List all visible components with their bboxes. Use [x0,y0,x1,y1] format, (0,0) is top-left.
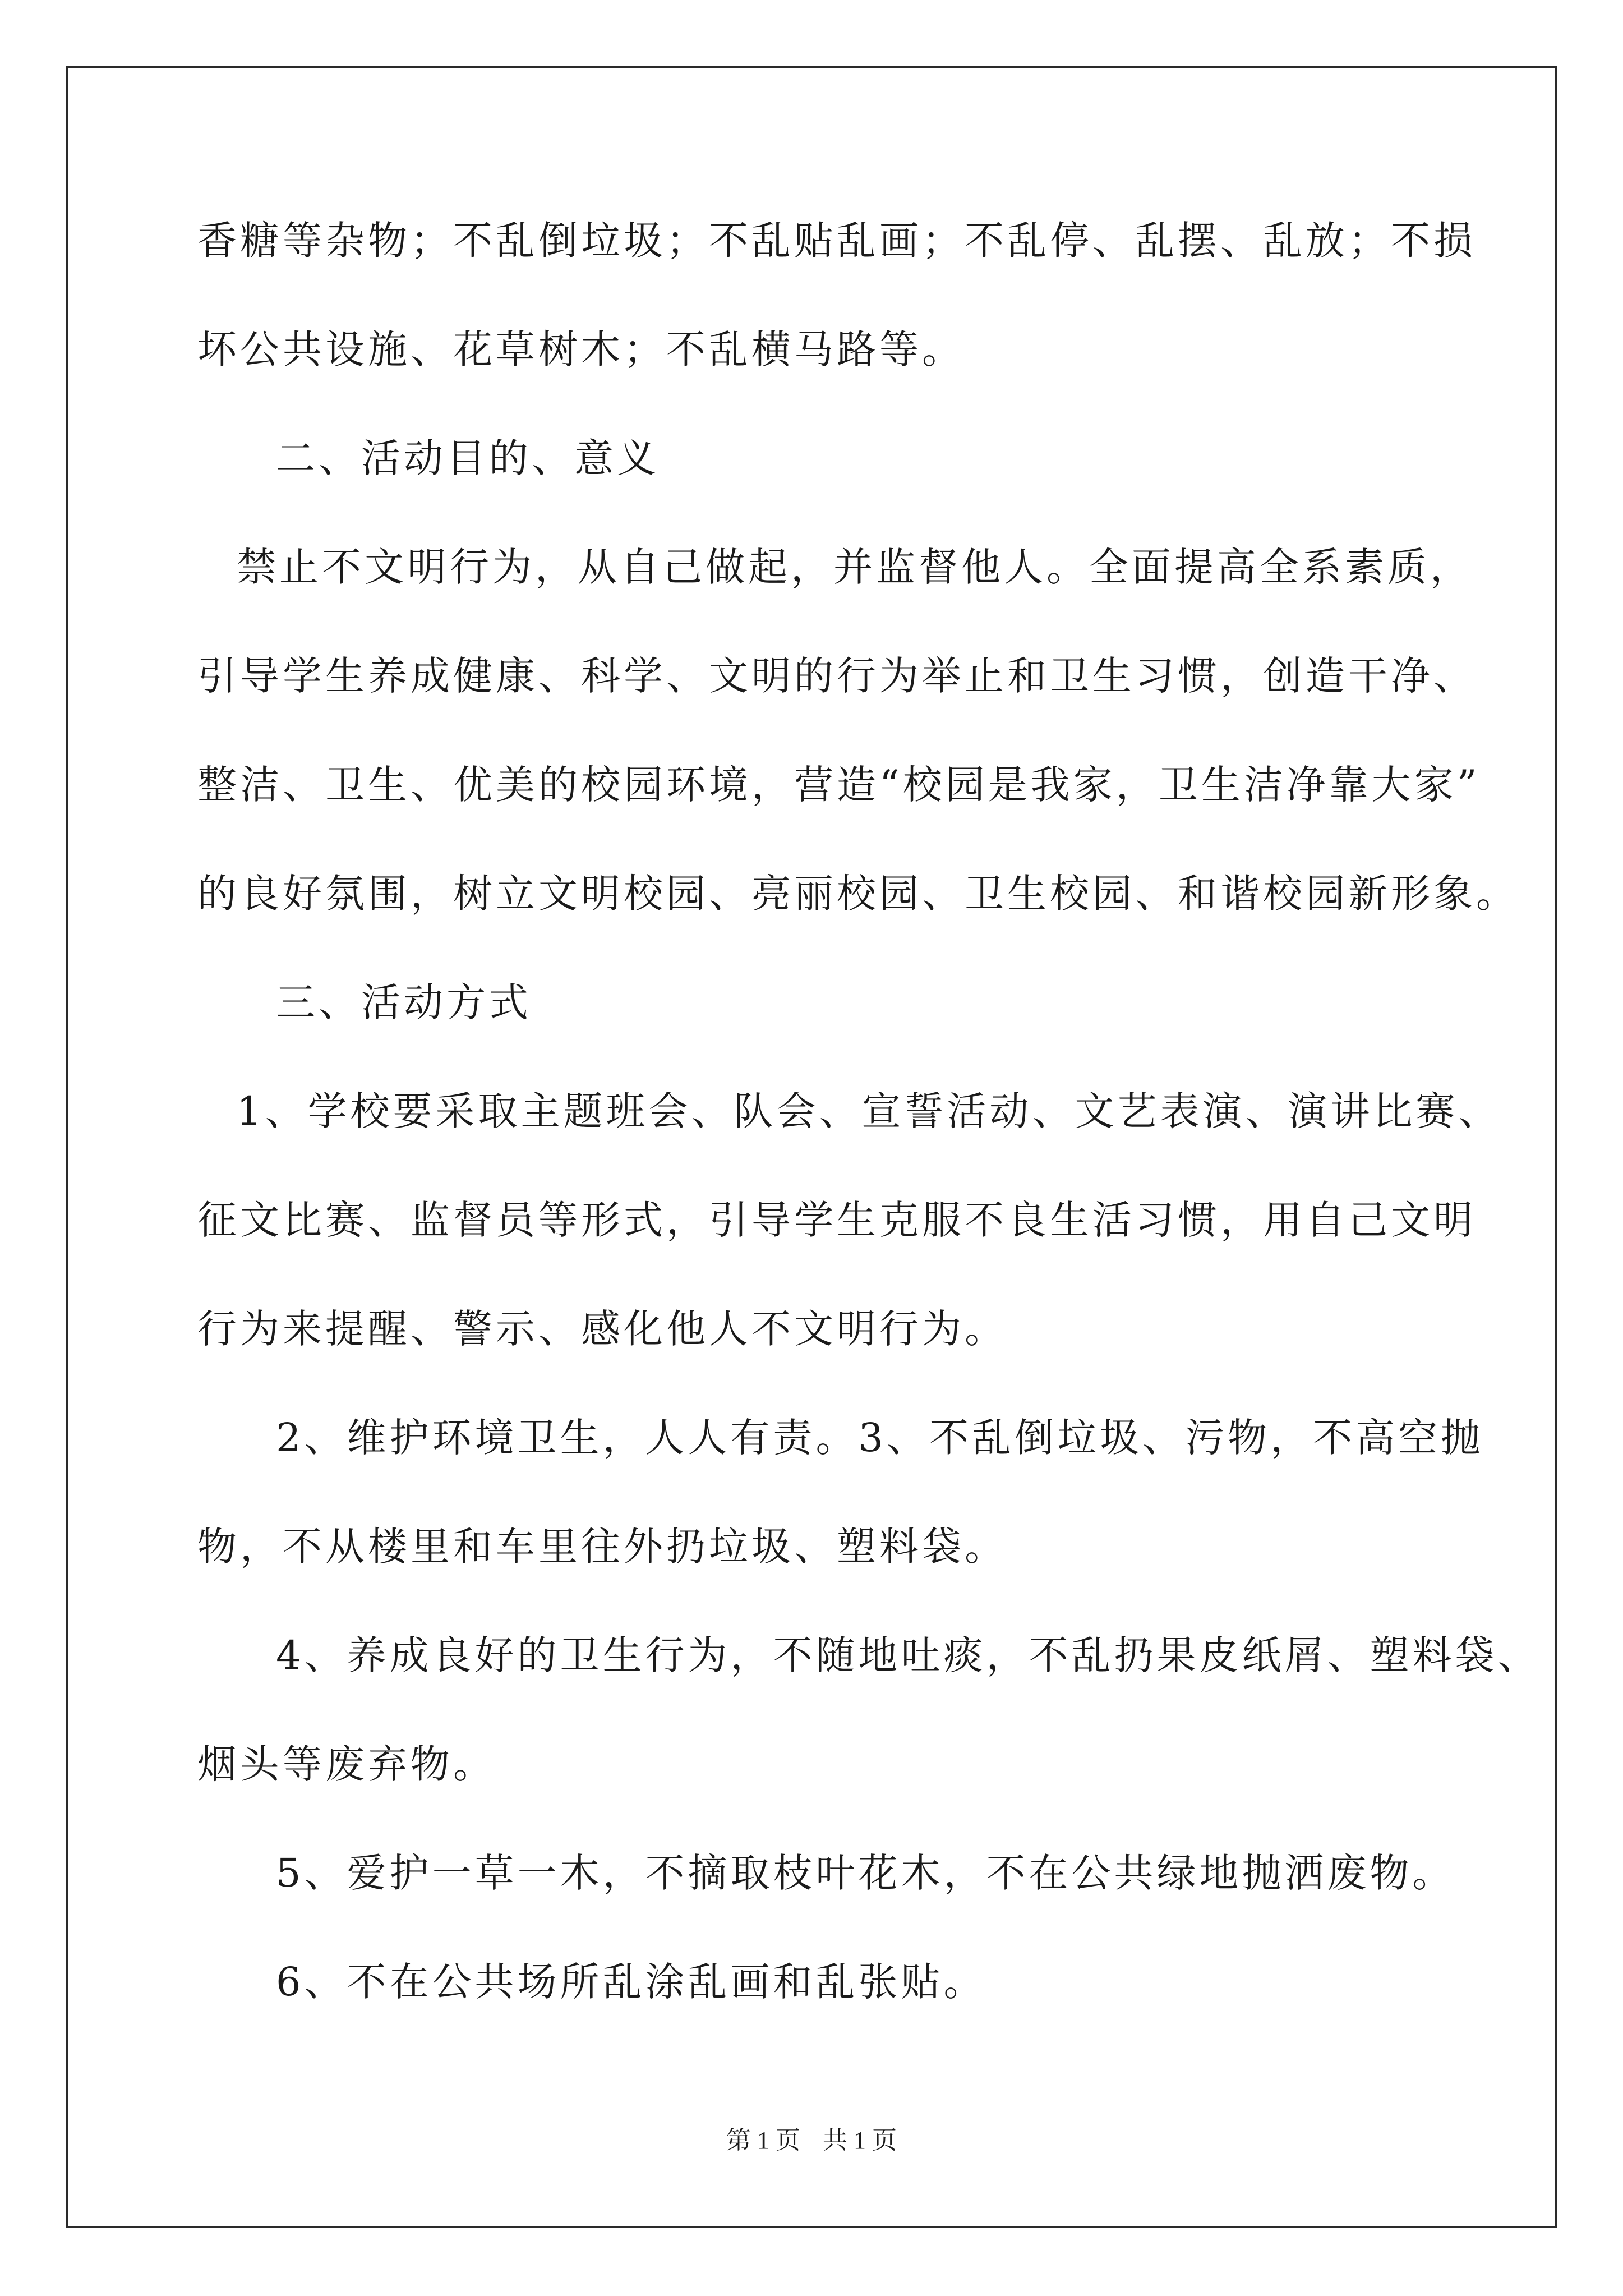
page-number-total: 共 1 页 [823,2127,897,2154]
paragraph-line: 行为来提醒、警示、感化他人不文明行为。 [197,1306,1007,1352]
list-item: 6、不在公共场所乱涂乱画和乱张贴。 [276,1959,986,2005]
paragraph-line: 烟头等废弃物。 [197,1741,496,1787]
section-heading: 三、活动方式 [276,979,532,1025]
paragraph-line: 坏公共设施、花草树木；不乱横马路等。 [197,326,965,372]
page-footer [0,2125,1623,2156]
document-body [197,213,1541,2063]
section-heading: 二、活动目的、意义 [276,435,660,481]
list-item: 2、维护环境卫生，人人有责。3、不乱倒垃圾、污物，不高空抛 [276,1415,1484,1461]
paragraph-line: 引导学生养成健康、科学、文明的行为举止和卫生习惯，创造干净、 [197,653,1476,699]
paragraph-line: 征文比赛、监督员等形式，引导学生克服不良生活习惯，用自己文明 [197,1197,1476,1243]
page-number-current: 第 1 页 [726,2127,800,2154]
paragraph-line: 整洁、卫生、优美的校园环境，营造“校园是我家，卫生洁净靠大家” [197,762,1481,808]
paragraph-line: 的良好氛围，树立文明校园、亮丽校园、卫生校园、和谐校园新形象。 [197,871,1519,917]
paragraph-line: 香糖等杂物；不乱倒垃圾；不乱贴乱画；不乱停、乱摆、乱放；不损 [197,218,1476,264]
list-item: 4、养成良好的卫生行为，不随地吐痰，不乱扔果皮纸屑、塑料袋、 [276,1632,1541,1678]
list-item: 5、爱护一草一木，不摘取枝叶花木，不在公共绿地抛洒废物。 [276,1850,1455,1896]
paragraph-line: 物，不从楼里和车里往外扔垃圾、塑料袋。 [197,1524,1007,1570]
list-item: 1、学校要采取主题班会、队会、宣誓活动、文艺表演、演讲比赛、 [237,1088,1501,1134]
paragraph-line: 禁止不文明行为，从自己做起，并监督他人。全面提高全系素质， [237,544,1473,590]
